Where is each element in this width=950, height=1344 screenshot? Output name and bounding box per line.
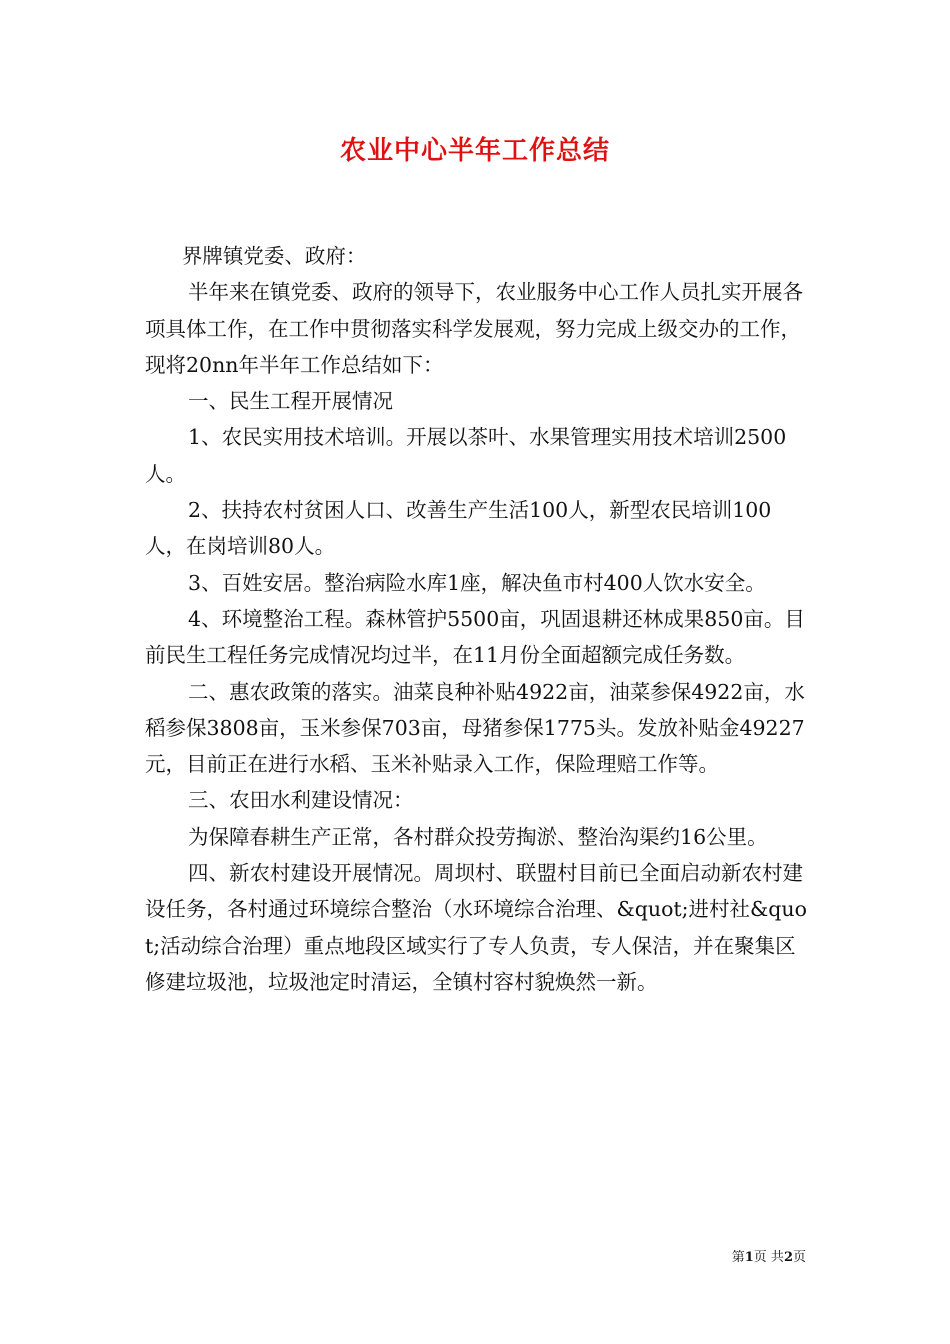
section-heading: 三、农田水利建设情况： <box>188 788 414 813</box>
paragraph: 1、农民实用技术培训。开展以茶叶、水果管理实用技术培训2500人。 <box>145 425 787 486</box>
total-pages-number: 2 <box>783 1250 793 1265</box>
salutation: 界牌镇党委、政府： <box>181 244 367 268</box>
document-body <box>145 238 810 1000</box>
current-page-number: 1 <box>744 1250 754 1265</box>
section-heading: 一、民生工程开展情况 <box>188 389 394 414</box>
section-paragraph: 四、新农村建设开展情况。周坝村、联盟村目前已全面启动新农村建设任务，各村通过环境综合整治（水环境综合治理、&quot;进村社&quot;活动综合治理）重点地段区域实行了专人负责，专人保洁，并在聚集区修建垃圾池，垃圾池定时清运，全镇村容村貌焕然一新。 <box>145 861 807 994</box>
paragraph: 为保障春耕生产正常，各村群众投劳掏淤、整治沟渠约16公里。 <box>188 824 768 849</box>
intro-paragraph: 半年来在镇党委、政府的领导下，农业服务中心工作人员扎实开展各项具体工作，在工作中贯彻落实科学发展观，努力完成上级交办的工作，现将20nn年半年工作总结如下： <box>145 280 804 377</box>
document-title: 农业中心半年工作总结 <box>339 136 610 166</box>
paragraph: 3、百姓安居。整治病险水库1座，解决鱼市村400人饮水安全。 <box>188 570 766 595</box>
paragraph: 2、扶持农村贫困人口、改善生产生活100人，新型农民培训100人，在岗培训80人。 <box>145 498 772 559</box>
page-number-footer <box>0 1246 806 1265</box>
footer-suffix: 页 <box>792 1250 806 1265</box>
footer-prefix: 第 <box>731 1250 745 1265</box>
paragraph: 4、环境整治工程。森林管护5500亩，巩固退耕还林成果850亩。目前民生工程任务完成情况均过半，在11月份全面超额完成任务数。 <box>145 606 805 668</box>
footer-middle: 页 共 <box>753 1250 784 1265</box>
section-paragraph: 二、惠农政策的落实。油菜良种补贴4922亩，油菜参保4922亩，水稻参保3808亩，玉米参保703亩，母猪参保1775头。发放补贴金49227元，目前正在进行水稻、玉米补贴录入工作，保险理赔工作等。 <box>145 679 805 777</box>
